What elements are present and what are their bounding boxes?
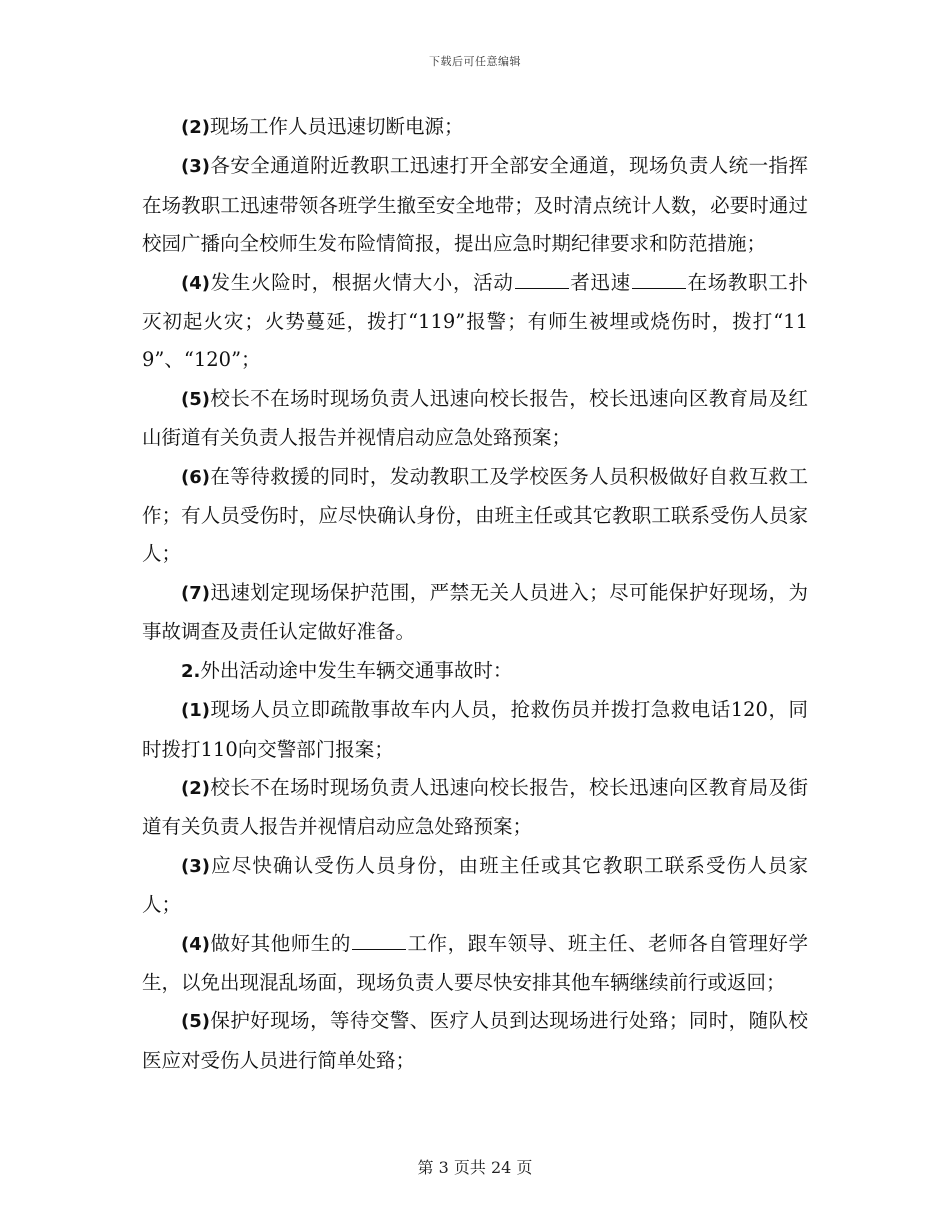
paragraph-2-power — [142, 108, 808, 147]
item-number: (5) — [181, 388, 210, 410]
item-number: (7) — [181, 582, 210, 604]
paragraph-text: 做好其他师生的 — [209, 931, 351, 955]
paragraph-3-evacuation — [142, 147, 808, 263]
paragraph-text: 迅速划定现场保护范围，严禁无关人员进入；尽可能保护好现场，为事故调查及责任认定做好准备。 — [142, 580, 808, 644]
item-number: (6) — [181, 466, 210, 488]
paragraph-text: 工作，跟车领导、班主任、老师各自管理好学生，以免出现混乱场面，现场负责人要尽快安排其他车辆继续前行或返回； — [142, 931, 808, 994]
item-number: (2) — [181, 117, 210, 138]
paragraph-text: 校长不在场时现场负责人迅速向校长报告，校长迅速向区教育局及红山街道有关负责人报告并视情启动应急处臵预案； — [142, 386, 808, 450]
fill-blank — [632, 270, 686, 289]
paragraph-text: 在等待救援的同时，发动教职工及学校医务人员积极做好自救互救工作；有人员受伤时，应尽快确认身份，由班主任或其它教职工联系受伤人员家人； — [142, 464, 808, 566]
section-heading-text: 外出活动途中发生车辆交通事故时： — [200, 658, 513, 682]
paragraph-4-manage-students — [142, 925, 808, 1003]
paragraph-7-protect-scene — [142, 574, 808, 652]
paragraph-text: 在场教职工扑灭初起火灾；火势蔓延，拨打“119”报警；有师生被埋或烧伤时，拨打“119”、“120”； — [142, 270, 808, 372]
item-number: (4) — [181, 272, 210, 294]
page-header: 下载后可任意编辑 — [429, 55, 521, 68]
item-number: (5) — [181, 1011, 210, 1033]
paragraph-1-evacuate-vehicle — [142, 691, 808, 769]
paragraph-text: 现场工作人员迅速切断电源； — [209, 115, 464, 138]
paragraph-text: 者迅速 — [569, 270, 631, 294]
section-number: 2. — [181, 660, 201, 682]
fill-blank — [515, 270, 569, 289]
item-number: (2) — [181, 777, 210, 799]
paragraph-2-report — [142, 769, 808, 847]
paragraph-3-identify — [142, 847, 808, 925]
item-number: (1) — [181, 700, 210, 722]
paragraph-text: 校长不在场时现场负责人迅速向校长报告，校长迅速向区教育局及街道有关负责人报告并视情启动应急处臵预案； — [142, 775, 808, 839]
section-2-traffic-accident — [142, 652, 808, 691]
item-number: (3) — [181, 156, 210, 178]
paragraph-5-wait-police — [142, 1002, 808, 1080]
paragraph-text: 应尽快确认受伤人员身份，由班主任或其它教职工联系受伤人员家人； — [142, 853, 808, 917]
document-body — [142, 108, 808, 1080]
paragraph-text: 各安全通道附近教职工迅速打开全部安全通道，现场负责人统一指挥在场教职工迅速带领各班学生撤至安全地带；及时清点统计人数，必要时通过校园广播向全校师生发布险情简报，提出应急时期纪律要求和防范措施； — [142, 154, 808, 256]
paragraph-text: 发生火险时，根据火情大小，活动 — [209, 270, 514, 294]
paragraph-text: 保护好现场，等待交警、医疗人员到达现场进行处臵；同时，随队校医应对受伤人员进行简单处臵； — [142, 1009, 808, 1072]
paragraph-4-fire — [142, 264, 808, 380]
page-footer: 第 3 页共 24 页 — [417, 1158, 533, 1177]
paragraph-text: 现场人员立即疏散事故车内人员，抢救伤员并拨打急救电话120，同时拨打110向交警部门报案； — [142, 698, 808, 761]
item-number: (4) — [181, 933, 210, 955]
item-number: (3) — [181, 855, 210, 877]
paragraph-5-report — [142, 380, 808, 458]
fill-blank — [352, 931, 406, 950]
paragraph-6-rescue — [142, 458, 808, 574]
